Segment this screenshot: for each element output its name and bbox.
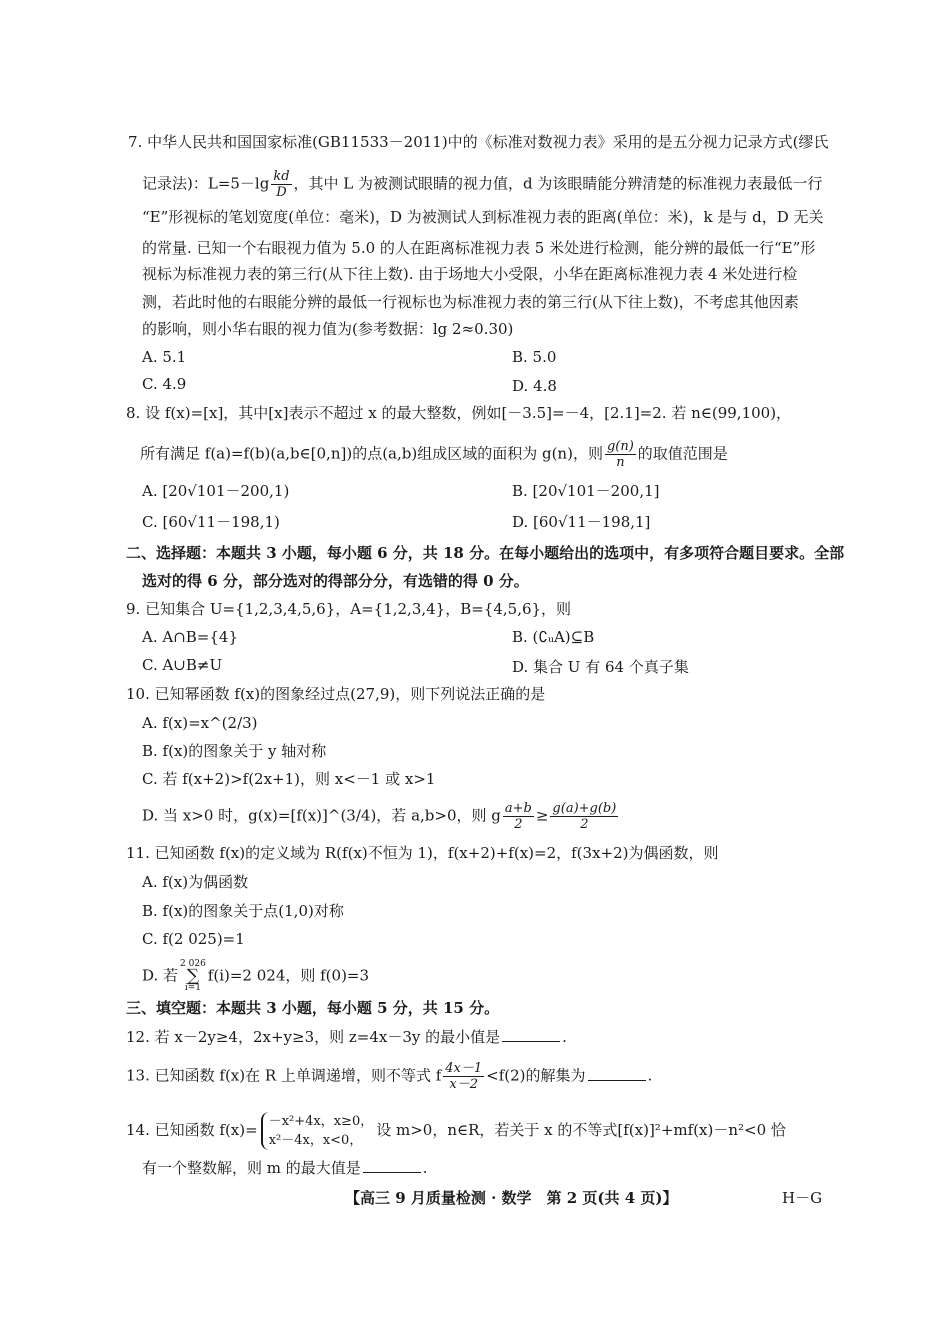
section-2-heading: 二、选择题：本题共 3 小题，每小题 6 分，共 18 分。在每小题给出的选项中，有多项符合题目要求。全部 [126, 544, 845, 562]
q14-piecewise-cases: －x²+4x，x≥0， x²－4x，x<0， [261, 1112, 374, 1150]
q8-option-a: A. [20√101－200,1) [142, 482, 290, 500]
q10-option-d-geq: ≥ [535, 806, 549, 825]
q8-stem-line-1: 8. 设 f(x)=[x]，其中[x]表示不超过 x 的最大整数，例如[－3.5]=－4，[2.1]=2. 若 n∈(99,100)， [126, 404, 792, 422]
q14-answer-blank[interactable] [363, 1158, 421, 1173]
q7-formula-suffix: ，其中 L 为被测试眼睛的视力值，d 为该眼睛能分辨清楚的标准视力表最低一行 [293, 174, 823, 193]
q7-stem-line-3: “E”形视标的笔划宽度(单位：毫米)，D 为被测试人到标准视力表的距离(单位：米)，k 是与 d，D 无关 [142, 208, 824, 226]
q10-option-b: B. f(x)的图象关于 y 轴对称 [142, 742, 327, 760]
q13-answer-blank[interactable] [588, 1066, 646, 1081]
q12-stem: 12. 若 x－2y≥4，2x+y≥3，则 z=4x－3y 的最小值是 . [126, 1028, 567, 1046]
q13-stem: 13. 已知函数 f(x)在 R 上单调递增，则不等式 f $\frac{4x-1}{x-2}$ <f(2)的解集为 . [126, 1061, 653, 1092]
q8-stem-line-2 [140, 440, 728, 469]
q10-fraction-a-plus-b-over-2: $\frac{a+b}{2}$ [504, 801, 532, 832]
q11-option-d-prefix: D. 若 [142, 966, 179, 985]
q10-option-c: C. 若 f(x+2)>f(2x+1)，则 x<－1 或 x>1 [142, 770, 436, 788]
section-2-heading-line-2: 选对的得 6 分，部分选对的得部分分，有选错的得 0 分。 [142, 572, 529, 590]
q7-stem-line-7: 的影响，则小华右眼的视力值为(参考数据：lg 2≈0.30) [142, 320, 514, 338]
q8-stem-suffix: 的取值范围是 [637, 444, 728, 463]
q10-option-a: A. f(x)=x^(2/3) [142, 714, 258, 732]
paper-code: H－G [782, 1189, 823, 1207]
q14-stem-line-2: 有一个整数解，则 m 的最大值是 . [142, 1159, 428, 1177]
q9-option-b: B. (∁ᵤA)⊆B [512, 628, 595, 646]
q9-option-d: D. 集合 U 有 64 个真子集 [512, 658, 689, 676]
q11-option-a: A. f(x)为偶函数 [142, 873, 249, 891]
q8-option-c: C. [60√11－198,1) [142, 513, 280, 531]
q7-fraction-kd-over-d: $\frac{kd}{D}$ [273, 169, 290, 200]
q10-option-d-prefix: D. 当 x>0 时，g(x)=[f(x)]^(3/4)，若 a,b>0，则 g [142, 806, 501, 825]
q9-stem: 9. 已知集合 U={1,2,3,4,5,6}，A={1,2,3,4}，B={4,5,6}，则 [126, 600, 572, 618]
q10-option-d [142, 802, 620, 831]
q9-option-c: C. A∪B≠U [142, 656, 223, 674]
q12-answer-blank[interactable] [502, 1027, 560, 1042]
q14-stem-line-1: 14. 已知函数 f(x)= －x²+4x，x≥0， x²－4x，x<0， 设 m>0，n∈R，若关于 x 的不等式[f(x)]²+mf(x)－n²<0 恰 [126, 1114, 786, 1148]
q7-stem-line-2 [142, 170, 822, 199]
q7-option-d: D. 4.8 [512, 377, 557, 395]
q8-fraction-gn-over-n: $\frac{g(n)}{n}$ [606, 439, 634, 470]
q7-option-b: B. 5.0 [512, 348, 557, 366]
q7-option-a: A. 5.1 [142, 348, 187, 366]
q8-option-d: D. [60√11－198,1] [512, 513, 651, 531]
q8-option-b: B. [20√101－200,1] [512, 482, 660, 500]
section-3-heading: 三、填空题：本题共 3 小题，每小题 5 分，共 15 分。 [126, 999, 500, 1017]
q13-fraction: $\frac{4x-1}{x-2}$ [445, 1061, 483, 1092]
q11-stem: 11. 已知函数 f(x)的定义域为 R(f(x)不恒为 1)，f(x+2)+f(x)=2，f(3x+2)为偶函数，则 [126, 844, 719, 862]
q11-option-b: B. f(x)的图象关于点(1,0)对称 [142, 902, 344, 920]
q7-formula-prefix: 记录法)：L=5－lg [142, 174, 270, 193]
q7-stem-line-1: 7. 中华人民共和国国家标准(GB11533－2011)中的《标准对数视力表》采用的是五分视力记录方式(缪氏 [128, 133, 829, 151]
q8-stem-prefix: 所有满足 f(a)=f(b)(a,b∈[0,n])的点(a,b)组成区域的面积为 g(n)，则 [140, 444, 603, 463]
q7-stem-line-5: 视标为标准视力表的第三行(从下往上数). 由于场地大小受限，小华在距离标准视力表 4 米处进行检 [142, 265, 798, 283]
summation-symbol: 2 026 ∑ i=1 [180, 959, 206, 993]
q11-option-d [142, 960, 369, 993]
q10-stem: 10. 已知幂函数 f(x)的图象经过点(27,9)，则下列说法正确的是 [126, 685, 546, 703]
q10-fraction-ga-plus-gb-over-2: $\frac{g(a)+g(b)}{2}$ [552, 801, 617, 832]
q7-option-c: C. 4.9 [142, 375, 187, 393]
q7-stem-line-4: 的常量. 已知一个右眼视力值为 5.0 的人在距离标准视力表 5 米处进行检测，能分辨的最低一行“E”形 [142, 239, 816, 257]
page-footer: 【高三 9 月质量检测 · 数学 第 2 页(共 4 页)】 [345, 1189, 678, 1207]
q11-option-d-suffix: f(i)=2 024，则 f(0)=3 [207, 966, 370, 985]
q9-option-a: A. A∩B={4} [142, 628, 238, 646]
q11-option-c: C. f(2 025)=1 [142, 930, 245, 948]
q7-stem-line-6: 测，若此时他的右眼能分辨的最低一行视标也为标准视力表的第三行(从下往上数)，不考虑其他因素 [142, 293, 799, 311]
